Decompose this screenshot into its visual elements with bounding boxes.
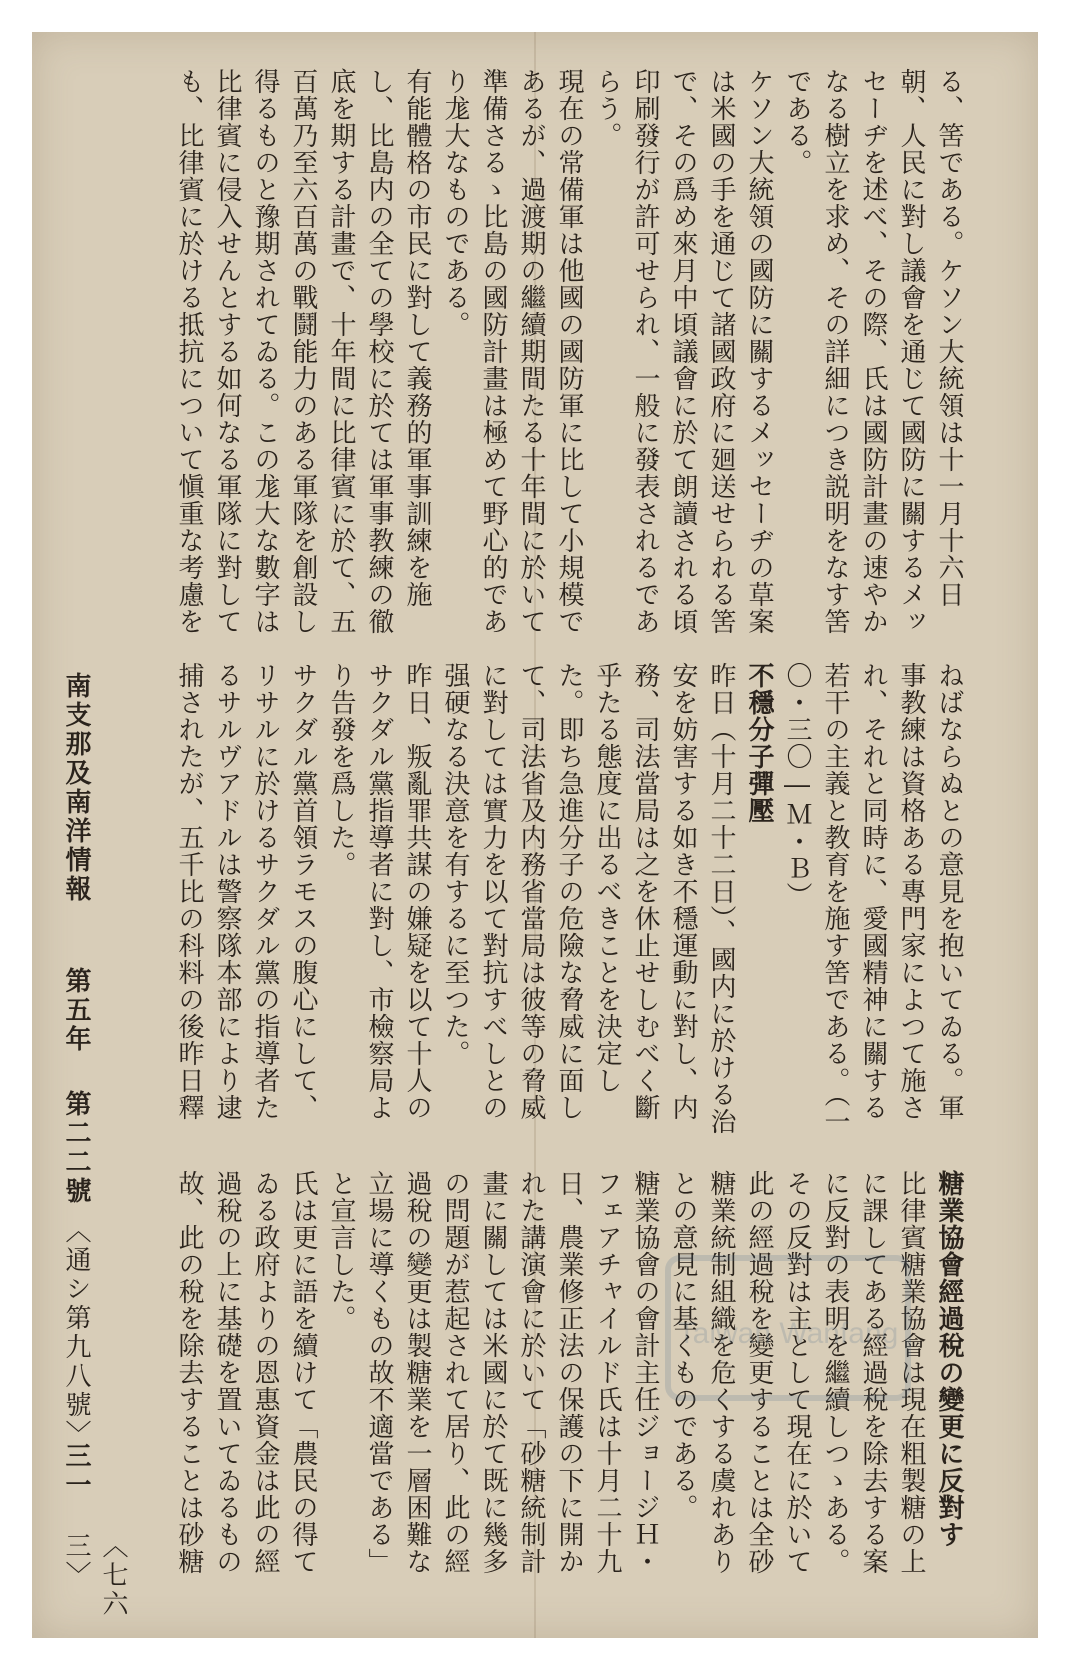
- tier1-paragraph: 有能體格の市民に對して義務的軍事訓練を施し、比島内の全ての學校に於ては軍事教練の徹底を期する計畫で、十年間に比律賓に於て、五百萬乃至六百萬の戰鬪能力のある軍隊を創設し得るものと豫期されてゐる。この尨大な數字は比律賓に侵入せんとする如何なる軍隊に對しても、比律賓に於ける抵抗について愼重な考慮を: [174, 68, 432, 635]
- tier1-paragraph: ケソン大統領の國防に關するメッセーヂの草案は米國の手を通じて諸國政府に廻送せられる筈で、その爲め來月中頃議會に於て朗讀される頃印刷發行が許可せられ、一般に發表されるであらう。: [592, 68, 774, 635]
- cumulative-issue: 〈通シ第九八號〉: [61, 1217, 91, 1449]
- tier2-paragraph: 昨日、叛亂罪共謀の嫌疑を以て十人のサクダル黨指導者に對し、市檢察局より告發を爲した。: [326, 662, 432, 1121]
- tier2-paragraph: 昨日（十月二十二日）、國内に於ける治安を妨害する如き不穩運動に對し、内務、司法當局は之を休止せしむべく斷乎たる態度に出るべきことを決定した。即ち急進分子の危險な脅威に面して、司法省及内務省當局は彼等の脅威に對しては實力を以て對抗すべしとの强硬なる決意を有するに至つた。: [440, 662, 736, 1135]
- watermark-text: Taiwan Wanfang: [677, 1317, 899, 1350]
- tier3-paragraph: 氏は更に語を續けて「農民の得てゐる政府よりの恩惠資金は此の經過稅の上に基礎を置いてゐるもの故、此の稅を除去することは砂糖: [174, 1170, 318, 1575]
- volume-label: 第五年: [61, 967, 91, 1054]
- tier1-paragraph: る、筈である。ケソン大統領は十一月十六日朝、人民に對し議會を通じて國防に關するメッセーヂを述べ、その際、氏は國防計畫の速やかなる樹立を求め、その詳細につき説明をなす筈である。: [782, 68, 964, 635]
- tier1-column-block: [168, 68, 968, 636]
- page-number-local: 三一: [61, 1442, 91, 1500]
- tier2-column-block: [168, 662, 968, 1142]
- tier3-paragraph: 糖業協會の會計主任ジョージＨ・フェアチャイルド氏は十月二十九日、農業修正法の保護の下に開かれた講演會に於いて「砂糖統制計畫に關しては米國に於て既に幾多の問題が惹起されて居り、此の經過稅の變更は製糖業を一層困難な立場に導くもの故不適當である」と宣言した。: [326, 1170, 660, 1575]
- publication-title: 南支那及南洋情報: [61, 672, 91, 904]
- tier2-paragraph: サクダル黨首領ラモスの腹心にして、リサルに於けるサクダル黨の指導者たるサルヴアドルは警察隊本部により逮捕されたが、五千比の科料の後昨日釋: [174, 662, 318, 1121]
- archive-watermark: [658, 1248, 918, 1408]
- document-page: [32, 32, 1038, 1638]
- tier2-paragraph: ねばならぬとの意見を抱いてゐる。軍事教練は資格ある專門家によつて施され、それと同時に、愛國精神に關する若干の主義と教育を施す筈である。（一〇・三〇―Ｍ・Ｂ）: [782, 662, 964, 1135]
- issue-label: 第二二號: [61, 1090, 91, 1206]
- tier1-paragraph: 現在の常備軍は他國の國防軍に比して小規模であるが、過渡期の繼續期間たる十年間に於いて準備さるゝ比島の國防計畫は極めて野心的であり尨大なものである。: [440, 68, 584, 635]
- section-heading-sugar: 糖業協會經過稅の變更に反對す: [934, 1170, 964, 1548]
- section-heading-unrest: 不穩分子彈壓: [744, 662, 774, 824]
- tier3-paragraph: その反對は主として現在に於いて此の經過稅を變更することは全砂糖業統制組織を危くする虞れありとの意見に基くものである。: [668, 1170, 812, 1575]
- tier3-paragraph: 比律賓糖業協會は現在粗製糖の上に課してある經過稅を除去する案に反對の表明を繼續しつゝある。: [820, 1170, 926, 1575]
- page-number-total: 〈七六三〉: [61, 1532, 128, 1619]
